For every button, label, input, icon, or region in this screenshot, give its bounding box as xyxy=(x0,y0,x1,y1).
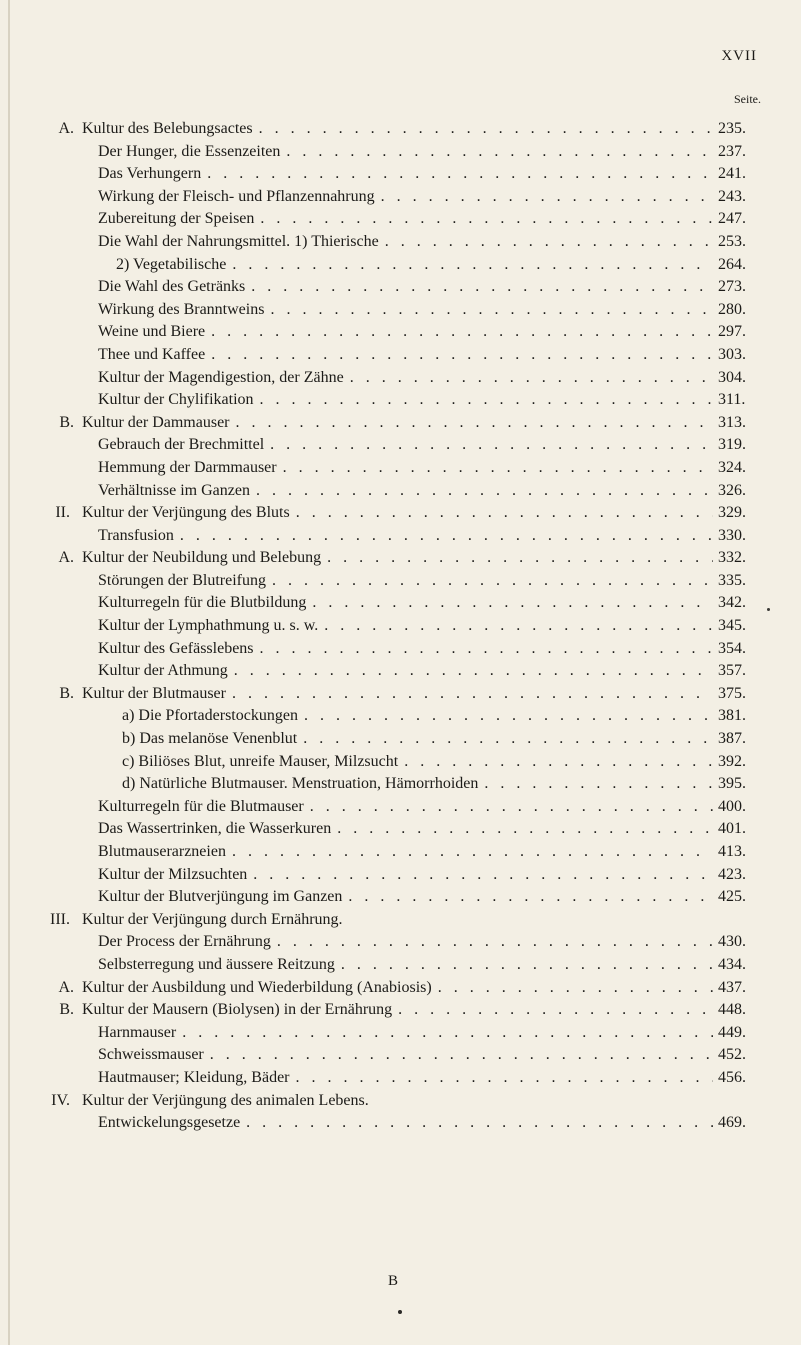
toc-entry-page: 375. xyxy=(718,684,746,702)
toc-entry-label: Hemmung der Darmmauser xyxy=(98,458,277,476)
toc-entry-text xyxy=(122,751,713,774)
toc-entry xyxy=(0,457,801,480)
toc-entry-page: 395. xyxy=(718,775,746,793)
toc-entry-page: 280. xyxy=(718,300,746,318)
toc-entry xyxy=(0,909,801,932)
dot-leader xyxy=(226,254,713,277)
toc-entry-label: b) Das melanöse Venenblut xyxy=(122,730,298,748)
toc-entry xyxy=(0,389,801,412)
toc-entry xyxy=(0,299,801,322)
toc-entry-label: Kultur der Dammauser xyxy=(82,413,230,431)
toc-entry-text xyxy=(98,954,713,977)
toc-entry-page: 335. xyxy=(718,571,746,589)
toc-entry-page: 357. xyxy=(718,662,746,680)
toc-entry-label: Kultur der Magendigestion, der Zähne xyxy=(98,368,344,386)
toc-entry-label: Zubereitung der Speisen xyxy=(98,210,255,228)
dot-leader xyxy=(254,389,713,412)
toc-entry-page: 243. xyxy=(718,187,746,205)
toc-entry-text xyxy=(98,931,713,954)
toc-entry-label: Das Verhungern xyxy=(98,165,202,183)
dot-leader xyxy=(290,1067,714,1090)
toc-entry-page: 273. xyxy=(718,278,746,296)
dot-leader xyxy=(253,118,713,141)
toc-entry-page: 313. xyxy=(718,413,746,431)
toc-entry-page: 345. xyxy=(718,617,746,635)
toc-entry-text xyxy=(98,186,713,209)
toc-entry-label: Kulturregeln für die Blutbildung xyxy=(98,594,307,612)
dot-leader xyxy=(306,592,713,615)
dot-leader xyxy=(344,367,713,390)
toc-entry xyxy=(0,728,801,751)
toc-entry xyxy=(0,977,801,1000)
toc-entry-label: Blutmauserarzneien xyxy=(98,843,226,860)
toc-entry xyxy=(0,615,801,638)
toc-entry-label: Kultur der Verjüngung des animalen Lebens. xyxy=(82,1091,369,1109)
toc-entry xyxy=(0,502,801,525)
toc-entry-page: 329. xyxy=(718,504,746,522)
toc-entry-text xyxy=(98,1044,713,1067)
toc-entry xyxy=(0,434,801,457)
toc-entry-page: 247. xyxy=(718,210,746,228)
toc-entry xyxy=(0,818,801,841)
dot-leader xyxy=(298,705,713,728)
toc-entry-page: 324. xyxy=(718,458,746,476)
toc-entry xyxy=(0,1112,801,1135)
toc-entry xyxy=(0,141,801,164)
printer-signature: B xyxy=(388,1273,399,1289)
toc-entry-page: 326. xyxy=(718,481,746,499)
toc-entry xyxy=(0,592,801,615)
toc-entry-text xyxy=(98,434,713,457)
dot-leader xyxy=(205,344,713,367)
dot-leader xyxy=(204,1044,713,1067)
toc-entry-text xyxy=(98,208,713,231)
toc-entry xyxy=(0,1090,801,1113)
toc-entry-text xyxy=(82,502,713,525)
toc-entry-number: B. xyxy=(59,1001,74,1019)
toc-entry-text xyxy=(98,1112,713,1135)
toc-entry-text xyxy=(98,796,713,819)
dot-leader xyxy=(297,728,713,751)
toc-entry-number: A. xyxy=(58,978,74,996)
toc-entry xyxy=(0,660,801,683)
dot-leader xyxy=(342,886,713,909)
dot-leader xyxy=(201,163,713,186)
toc-entry xyxy=(0,705,801,728)
toc-entry xyxy=(0,1044,801,1067)
toc-entry-number: B. xyxy=(59,684,74,702)
toc-entry xyxy=(0,118,801,141)
toc-entry xyxy=(0,751,801,774)
toc-entry-text xyxy=(98,344,713,367)
toc-entry-text xyxy=(98,276,713,299)
toc-entry-label: Kultur des Belebungsactes xyxy=(82,120,253,137)
toc-entry xyxy=(0,412,801,435)
toc-entry-text xyxy=(82,683,713,706)
toc-entry-label: Wirkung des Branntweins xyxy=(98,300,265,318)
toc-entry-text xyxy=(122,705,713,728)
toc-entry-label: Der Process der Ernährung xyxy=(98,933,271,951)
toc-entry-text xyxy=(98,615,713,638)
toc-entry xyxy=(0,570,801,593)
toc-entry-text xyxy=(98,638,713,661)
toc-entry-text xyxy=(122,728,713,751)
toc-entry-label: Weine und Biere xyxy=(98,323,206,341)
toc-entry-text xyxy=(98,367,713,390)
toc-entry-page: 342. xyxy=(718,594,746,612)
toc-entry-page: 354. xyxy=(718,639,746,657)
toc-entry-text xyxy=(98,525,713,548)
dot-leader xyxy=(245,276,713,299)
toc-entry-label: Selbsterregung und äussere Reitzung xyxy=(98,955,335,973)
dot-leader xyxy=(392,999,713,1022)
toc-entry xyxy=(0,999,801,1022)
toc-entry xyxy=(0,480,801,503)
toc-entry xyxy=(0,638,801,661)
toc-entry-page: 264. xyxy=(718,255,746,273)
dot-leader xyxy=(254,638,713,661)
toc-entry-label: Kultur der Milzsuchten xyxy=(98,865,248,883)
toc-entry-label: Schweissmauser xyxy=(98,1046,204,1064)
dot-leader xyxy=(318,615,713,638)
toc-entry-page: 448. xyxy=(718,1001,746,1019)
dot-leader xyxy=(226,683,713,706)
toc-entry-label: Wirkung der Fleisch- und Pflanzennahrung xyxy=(98,187,375,205)
toc-entry-page: 381. xyxy=(718,707,746,725)
toc-entry-text xyxy=(98,389,713,412)
dot-leader xyxy=(335,954,713,977)
toc-entry xyxy=(0,841,801,864)
toc-entry-text xyxy=(98,864,713,887)
toc-entry xyxy=(0,796,801,819)
toc-entry-page: 452. xyxy=(718,1046,746,1064)
toc-entry-page: 423. xyxy=(718,865,746,883)
toc-entry-number: A. xyxy=(58,120,74,137)
toc-entry xyxy=(0,344,801,367)
toc-entry-label: Entwickelungsgesetze xyxy=(98,1114,241,1132)
toc-entry-label: a) Die Pfortaderstockungen xyxy=(122,707,298,725)
dot-leader xyxy=(264,434,713,457)
toc-entry-page: 241. xyxy=(718,165,746,183)
toc-entry-page: 413. xyxy=(718,843,746,860)
toc-entry-text xyxy=(82,1090,713,1113)
toc-entry-text xyxy=(82,999,713,1022)
toc-entry-page: 235. xyxy=(718,120,746,137)
toc-entry xyxy=(0,321,801,344)
toc-entry-text xyxy=(98,886,713,909)
table-of-contents xyxy=(0,118,801,1135)
toc-entry-label: c) Biliöses Blut, unreife Mauser, Milzsucht xyxy=(122,752,399,770)
toc-entry xyxy=(0,254,801,277)
toc-entry-text xyxy=(98,299,713,322)
toc-entry-label: Kultur der Blutmauser xyxy=(82,684,226,702)
toc-entry-label: Harnmauser xyxy=(98,1023,177,1041)
dot-leader xyxy=(266,570,713,593)
dot-leader xyxy=(290,502,713,525)
dot-leader xyxy=(250,480,713,503)
toc-entry-label: Gebrauch der Brechmittel xyxy=(98,436,265,454)
toc-entry-text xyxy=(82,412,713,435)
toc-entry-page: 437. xyxy=(718,978,746,996)
toc-entry xyxy=(0,1067,801,1090)
toc-entry-text xyxy=(98,321,713,344)
toc-entry-text xyxy=(98,841,713,864)
toc-entry-text xyxy=(82,977,713,1000)
toc-entry xyxy=(0,1022,801,1045)
toc-entry-text xyxy=(98,1022,713,1045)
dot-leader xyxy=(304,796,713,819)
dot-leader xyxy=(254,208,713,231)
toc-entry-page: 297. xyxy=(718,323,746,341)
toc-entry-text xyxy=(98,231,713,254)
toc-entry-label: Kulturregeln für die Blutmauser xyxy=(98,797,304,815)
toc-entry-label: Transfusion xyxy=(98,526,174,544)
dot-leader xyxy=(277,457,713,480)
toc-entry-label: Das Wassertrinken, die Wasserkuren xyxy=(98,820,332,838)
dot-leader xyxy=(228,660,713,683)
toc-entry-page: 469. xyxy=(718,1114,746,1132)
toc-entry-label: Störungen der Blutreifung xyxy=(98,571,266,589)
dot-leader xyxy=(379,231,713,254)
ink-dot xyxy=(398,1310,402,1314)
toc-entry-label: Kultur der Verjüngung durch Ernährung. xyxy=(82,910,343,928)
toc-entry-page: 449. xyxy=(718,1023,746,1041)
toc-entry-page: 401. xyxy=(718,820,746,838)
toc-entry-label: Kultur des Gefässlebens xyxy=(98,639,254,657)
dot-leader xyxy=(375,186,713,209)
toc-entry-page: 400. xyxy=(718,797,746,815)
toc-entry-text xyxy=(98,480,713,503)
toc-entry-page: 253. xyxy=(718,232,746,250)
toc-entry-text xyxy=(98,818,713,841)
toc-entry xyxy=(0,547,801,570)
toc-entry-label: Kultur der Lymphathmung u. s. w. xyxy=(98,617,319,635)
toc-entry-number: B. xyxy=(59,413,74,431)
toc-entry-label: 2) Vegetabilische xyxy=(116,255,227,273)
toc-entry-label: Kultur der Mausern (Biolysen) in der Ernährung xyxy=(82,1001,393,1019)
toc-entry-number: II. xyxy=(55,504,70,522)
toc-entry-page: 304. xyxy=(718,368,746,386)
toc-entry-page: 434. xyxy=(718,955,746,973)
toc-entry xyxy=(0,367,801,390)
dot-leader xyxy=(331,818,713,841)
dot-leader xyxy=(321,547,713,570)
toc-entry-number: A. xyxy=(58,549,74,567)
toc-entry-label: Thee und Kaffee xyxy=(98,345,206,363)
toc-entry-text xyxy=(98,163,713,186)
toc-entry-label: Der Hunger, die Essenzeiten xyxy=(98,142,281,160)
toc-entry-text xyxy=(82,547,713,570)
toc-entry xyxy=(0,773,801,796)
toc-entry-page: 237. xyxy=(718,142,746,160)
toc-entry xyxy=(0,886,801,909)
toc-entry xyxy=(0,683,801,706)
toc-entry-label: Kultur der Verjüngung des Bluts xyxy=(82,504,290,522)
dot-leader xyxy=(205,321,713,344)
toc-entry-number: IV. xyxy=(51,1091,70,1109)
toc-entry-text xyxy=(82,909,713,932)
toc-entry xyxy=(0,231,801,254)
toc-entry xyxy=(0,525,801,548)
toc-entry-text xyxy=(116,254,713,277)
toc-entry-label: Verhältnisse im Ganzen xyxy=(98,481,250,499)
dot-leader xyxy=(240,1112,713,1135)
dot-leader xyxy=(271,931,713,954)
toc-entry-label: Kultur der Athmung xyxy=(98,662,228,680)
toc-entry-page: 330. xyxy=(718,526,746,544)
seite-column-header: Seite. xyxy=(734,92,761,106)
toc-entry-page: 319. xyxy=(718,436,746,454)
dot-leader xyxy=(264,299,713,322)
dot-leader xyxy=(432,977,713,1000)
dot-leader xyxy=(478,773,713,796)
toc-entry-page: 303. xyxy=(718,345,746,363)
toc-entry-page: 311. xyxy=(718,391,746,409)
toc-entry-number: III. xyxy=(50,910,70,928)
dot-leader xyxy=(226,841,713,864)
toc-entry xyxy=(0,931,801,954)
toc-entry-label: d) Natürliche Blutmauser. Menstruation, Hämorrhoiden xyxy=(122,775,479,793)
toc-entry-text xyxy=(82,118,713,141)
toc-entry-text xyxy=(98,141,713,164)
ink-speck xyxy=(767,608,770,611)
toc-entry xyxy=(0,276,801,299)
toc-entry xyxy=(0,208,801,231)
dot-leader xyxy=(230,412,713,435)
dot-leader xyxy=(280,141,713,164)
toc-entry-page: 430. xyxy=(718,933,746,951)
toc-entry-label: Kultur der Chylifikation xyxy=(98,391,254,409)
dot-leader xyxy=(174,525,713,548)
dot-leader xyxy=(247,864,713,887)
toc-entry-text xyxy=(98,1067,713,1090)
dot-leader xyxy=(398,751,713,774)
toc-entry xyxy=(0,186,801,209)
toc-entry xyxy=(0,954,801,977)
toc-entry-label: Die Wahl des Getränks xyxy=(98,278,246,296)
toc-entry-label: Kultur der Ausbildung und Wiederbildung (Anabiosis) xyxy=(82,978,432,996)
toc-entry-text xyxy=(98,660,713,683)
toc-entry-text xyxy=(98,457,713,480)
toc-entry xyxy=(0,864,801,887)
toc-entry-page: 387. xyxy=(718,730,746,748)
toc-entry-page: 456. xyxy=(718,1068,746,1086)
page-number: XVII xyxy=(721,48,757,64)
toc-entry-label: Kultur der Neubildung und Belebung xyxy=(82,549,322,567)
toc-entry-label: Kultur der Blutverjüngung im Ganzen xyxy=(98,888,343,906)
toc-entry-text xyxy=(98,570,713,593)
toc-entry-label: Die Wahl der Nahrungsmittel. 1) Thierische xyxy=(98,232,379,250)
toc-entry-label: Hautmauser; Kleidung, Bäder xyxy=(98,1068,290,1086)
toc-entry-page: 425. xyxy=(718,888,746,906)
dot-leader xyxy=(176,1022,713,1045)
toc-entry-page: 332. xyxy=(718,549,746,567)
toc-entry xyxy=(0,163,801,186)
toc-entry-text xyxy=(122,773,713,796)
toc-entry-page: 392. xyxy=(718,752,746,770)
toc-entry-text xyxy=(98,592,713,615)
